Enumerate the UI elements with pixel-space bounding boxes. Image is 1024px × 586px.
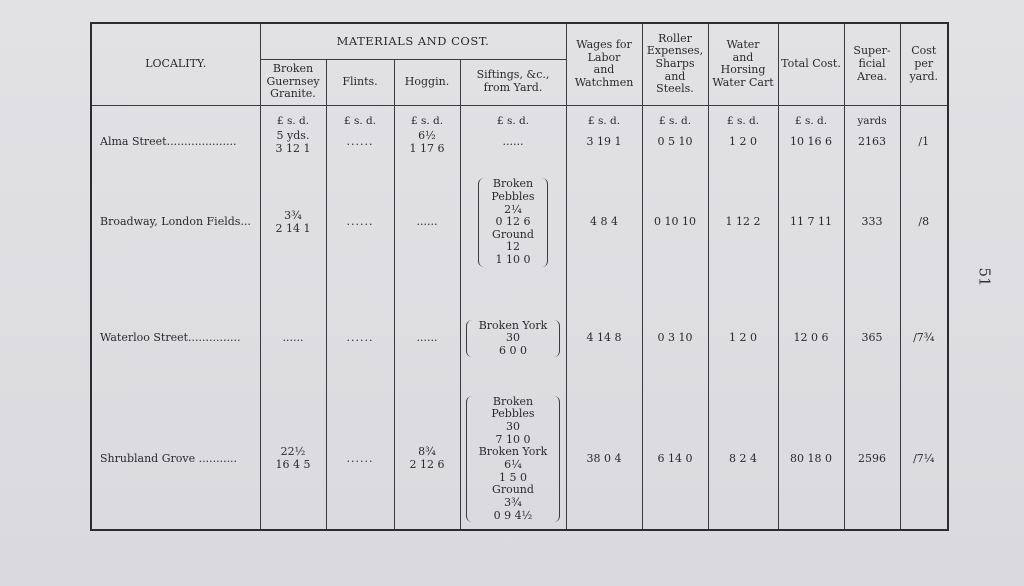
page-number: 51 — [975, 267, 994, 287]
area-cell: 2163 — [844, 128, 900, 158]
units-wages: £ s. d. — [566, 105, 642, 128]
siftings-line: 1 5 0 — [498, 470, 527, 484]
siftings-line: 30 — [505, 420, 520, 434]
siftings-line: 2¼ — [504, 202, 522, 216]
roller-cell: 0 3 10 — [642, 288, 708, 390]
header-water-line: and — [732, 50, 754, 64]
granite-line: ...... — [282, 331, 304, 345]
total-cell: 10 16 6 — [778, 128, 844, 158]
siftings-line: 6 0 0 — [498, 343, 527, 357]
water-cell: 8 2 4 — [708, 390, 778, 530]
table-row — [91, 158, 948, 288]
granite-line: 3 12 1 — [275, 141, 311, 155]
units-roller: £ s. d. — [642, 105, 708, 128]
granite-cell — [260, 288, 326, 390]
units-locality — [91, 105, 260, 128]
granite-cell — [260, 390, 326, 530]
siftings-line: 6¼ — [504, 458, 522, 471]
water-cell: 1 12 2 — [708, 158, 778, 288]
header-roller-line: Steels. — [656, 82, 694, 96]
hoggin-cell — [394, 390, 460, 530]
units-granite: £ s. d. — [260, 105, 326, 128]
siftings-line: Ground — [492, 483, 534, 497]
hoggin-line: ...... — [416, 331, 438, 345]
wages-cell: 3 19 1 — [566, 128, 642, 158]
header-materials-group: MATERIALS AND COST. — [260, 23, 566, 59]
hoggin-line: 8¾ — [418, 445, 436, 459]
cost-per-yard-cell: /7¼ — [900, 390, 948, 530]
siftings-cell — [460, 128, 566, 158]
header-wages-line: and — [593, 63, 615, 77]
cost-per-yard-cell: /1 — [900, 128, 948, 158]
units-cost-per-yard — [900, 105, 948, 128]
locality-cell: Shrubland Grove ........... — [91, 390, 260, 530]
siftings-bracket — [466, 396, 561, 522]
header-granite-lines — [263, 63, 324, 101]
siftings-line: Broken York — [478, 318, 548, 332]
granite-cell — [260, 128, 326, 158]
header-locality: LOCALITY. — [91, 23, 260, 105]
header-siftings-line: Siftings, &c., — [476, 68, 550, 82]
units-hoggin: £ s. d. — [394, 105, 460, 128]
header-broken-granite — [260, 59, 326, 105]
siftings-bracket — [478, 178, 547, 266]
siftings-line: Pebbles — [491, 189, 535, 203]
area-cell: 333 — [844, 158, 900, 288]
siftings-plain — [463, 136, 564, 149]
granite-line: 2 14 1 — [275, 221, 311, 235]
granite-line: 5 yds. — [276, 128, 310, 142]
header-cost-per-yard-lines — [903, 45, 946, 83]
wages-cell: 38 0 4 — [566, 390, 642, 530]
header-superficial-line: Super- — [853, 44, 891, 58]
header-superficial-line: Area. — [857, 69, 887, 83]
locality-cell: Broadway, London Fields... — [91, 158, 260, 288]
hoggin-cell — [394, 158, 460, 288]
header-water-line: Water — [726, 37, 760, 51]
header-roller-line: Sharps — [655, 56, 695, 70]
siftings-line: 0 12 6 — [495, 215, 531, 229]
total-cell: 11 7 11 — [778, 158, 844, 288]
units-flints: £ s. d. — [326, 105, 394, 128]
header-wages-line: Wages for — [576, 37, 632, 51]
header-superficial — [844, 23, 900, 105]
header-wages — [566, 23, 642, 105]
granite-line: 3¾ — [284, 208, 302, 222]
header-siftings-lines — [463, 69, 564, 94]
granite-cell — [260, 158, 326, 288]
siftings-line: Broken York — [478, 445, 548, 459]
table-row — [91, 288, 948, 390]
siftings-cell — [460, 390, 566, 530]
header-granite-line: Granite. — [270, 87, 316, 101]
wages-cell: 4 14 8 — [566, 288, 642, 390]
header-flints: Flints. — [326, 59, 394, 105]
granite-line: 16 4 5 — [275, 458, 311, 471]
hoggin-cell — [394, 288, 460, 390]
locality-cell: Waterloo Street............... — [91, 288, 260, 390]
total-cell: 12 0 6 — [778, 288, 844, 390]
table-row — [91, 390, 948, 530]
siftings-line: 1 10 0 — [495, 253, 531, 267]
header-total: Total Cost. — [778, 23, 844, 105]
header-roller — [642, 23, 708, 105]
header-roller-line: Roller — [658, 31, 692, 45]
units-water: £ s. d. — [708, 105, 778, 128]
wages-cell: 4 8 4 — [566, 158, 642, 288]
header-superficial-lines — [847, 45, 898, 83]
siftings-line: 0 9 4½ — [493, 508, 533, 522]
header-wages-line: Labor — [587, 50, 621, 64]
flints-cell: ...... — [326, 390, 394, 530]
flints-cell: ...... — [326, 158, 394, 288]
siftings-cell — [460, 288, 566, 390]
siftings-line: 7 10 0 — [495, 432, 531, 446]
header-water-line: Water Cart — [712, 75, 774, 89]
water-cell: 1 2 0 — [708, 288, 778, 390]
roller-cell: 6 14 0 — [642, 390, 708, 530]
siftings-line: Broken — [492, 177, 534, 191]
header-roller-lines — [645, 33, 706, 96]
units-siftings: £ s. d. — [460, 105, 566, 128]
header-granite-line: Guernsey — [266, 74, 320, 88]
water-cell: 1 2 0 — [708, 128, 778, 158]
locality-cell: Alma Street.................... — [91, 128, 260, 158]
header-cost-per-yard — [900, 23, 948, 105]
header-roller-line: Expenses, — [646, 44, 704, 58]
siftings-line: Broken — [492, 394, 534, 408]
cost-per-yard-cell: /8 — [900, 158, 948, 288]
flints-cell: ...... — [326, 288, 394, 390]
flints-cell: ...... — [326, 128, 394, 158]
siftings-line: Ground — [492, 227, 534, 241]
hoggin-line: 1 17 6 — [409, 141, 445, 155]
header-hoggin: Hoggin. — [394, 59, 460, 105]
cost-per-yard-cell: /7¾ — [900, 288, 948, 390]
header-water-lines — [711, 39, 776, 90]
siftings-bracket — [466, 320, 561, 358]
area-cell: 2596 — [844, 390, 900, 530]
header-granite-line: Broken — [272, 62, 314, 76]
header-wages-line: Watchmen — [574, 75, 634, 89]
units-total: £ s. d. — [778, 105, 844, 128]
siftings-line: 30 — [505, 331, 520, 345]
header-siftings — [460, 59, 566, 105]
hoggin-line: ...... — [416, 215, 438, 229]
siftings-line: 3¾ — [504, 495, 522, 509]
roller-cell: 0 5 10 — [642, 128, 708, 158]
header-water — [708, 23, 778, 105]
table-body — [91, 128, 948, 530]
area-cell: 365 — [844, 288, 900, 390]
total-cell: 80 18 0 — [778, 390, 844, 530]
siftings-line: ...... — [502, 135, 524, 149]
header-roller-line: and — [664, 69, 686, 83]
hoggin-line: 2 12 6 — [409, 458, 445, 471]
granite-line: 22½ — [280, 445, 306, 459]
units-area: yards — [844, 105, 900, 128]
units-row — [91, 105, 948, 128]
header-water-line: Horsing — [720, 63, 766, 77]
header-wages-lines — [569, 39, 640, 90]
header-cost-per-yard-line: yard. — [909, 69, 939, 83]
header-cost-per-yard-line: Cost per — [911, 44, 937, 70]
roller-cell: 0 10 10 — [642, 158, 708, 288]
header-siftings-line: from Yard. — [483, 81, 543, 94]
hoggin-cell — [394, 128, 460, 158]
table-row — [91, 128, 948, 158]
road-cost-table — [90, 22, 949, 531]
siftings-line: Pebbles — [491, 407, 535, 421]
siftings-line: 12 — [506, 240, 520, 254]
hoggin-line: 6½ — [418, 128, 436, 142]
siftings-cell — [460, 158, 566, 288]
header-superficial-line: ficial — [858, 56, 886, 70]
